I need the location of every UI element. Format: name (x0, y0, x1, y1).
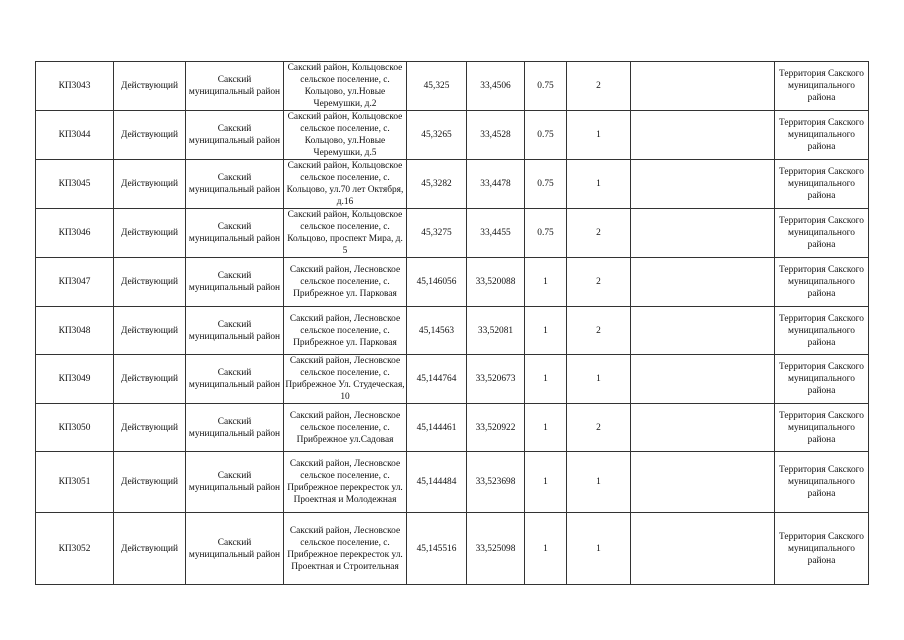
district-cell: Сакский муниципальный район (186, 258, 284, 307)
longitude-cell: 33,4455 (467, 209, 525, 258)
status-cell: Действующий (114, 307, 186, 355)
code-cell: КП3051 (36, 452, 114, 513)
extra-cell (631, 160, 775, 209)
registry-table (35, 61, 869, 585)
table-row (36, 160, 869, 209)
district-cell: Сакский муниципальный район (186, 404, 284, 452)
code-cell: КП3043 (36, 62, 114, 111)
address-cell: Сакский район, Лесновское сельское поселение, с. Прибрежное ул. Парковая (284, 258, 407, 307)
status-cell: Действующий (114, 160, 186, 209)
code-cell: КП3046 (36, 209, 114, 258)
territory-cell: Территория Сакского муниципального района (775, 452, 869, 513)
volume-cell: 1 (525, 513, 567, 585)
extra-cell (631, 513, 775, 585)
status-cell: Действующий (114, 513, 186, 585)
territory-cell: Территория Сакского муниципального района (775, 307, 869, 355)
territory-cell: Территория Сакского муниципального района (775, 258, 869, 307)
table-row (36, 111, 869, 160)
count-cell: 2 (567, 209, 631, 258)
volume-cell: 0.75 (525, 62, 567, 111)
code-cell: КП3048 (36, 307, 114, 355)
table-row (36, 258, 869, 307)
count-cell: 1 (567, 111, 631, 160)
address-cell: Сакский район, Кольцовское сельское поселение, с. Кольцово, ул.Новые Черемушки, д.2 (284, 62, 407, 111)
volume-cell: 1 (525, 307, 567, 355)
territory-cell: Территория Сакского муниципального района (775, 404, 869, 452)
latitude-cell: 45,325 (407, 62, 467, 111)
extra-cell (631, 111, 775, 160)
longitude-cell: 33,4528 (467, 111, 525, 160)
registry-table-body (36, 62, 869, 585)
count-cell: 1 (567, 452, 631, 513)
count-cell: 2 (567, 404, 631, 452)
district-cell: Сакский муниципальный район (186, 307, 284, 355)
table-row (36, 404, 869, 452)
code-cell: КП3052 (36, 513, 114, 585)
longitude-cell: 33,520922 (467, 404, 525, 452)
count-cell: 2 (567, 258, 631, 307)
code-cell: КП3050 (36, 404, 114, 452)
volume-cell: 1 (525, 355, 567, 404)
latitude-cell: 45,14563 (407, 307, 467, 355)
latitude-cell: 45,144484 (407, 452, 467, 513)
district-cell: Сакский муниципальный район (186, 452, 284, 513)
volume-cell: 1 (525, 258, 567, 307)
code-cell: КП3049 (36, 355, 114, 404)
territory-cell: Территория Сакского муниципального района (775, 209, 869, 258)
latitude-cell: 45,145516 (407, 513, 467, 585)
volume-cell: 0.75 (525, 209, 567, 258)
count-cell: 2 (567, 62, 631, 111)
extra-cell (631, 452, 775, 513)
volume-cell: 0.75 (525, 160, 567, 209)
status-cell: Действующий (114, 355, 186, 404)
table-row (36, 209, 869, 258)
status-cell: Действующий (114, 62, 186, 111)
territory-cell: Территория Сакского муниципального района (775, 355, 869, 404)
extra-cell (631, 404, 775, 452)
status-cell: Действующий (114, 209, 186, 258)
district-cell: Сакский муниципальный район (186, 355, 284, 404)
territory-cell: Территория Сакского муниципального района (775, 160, 869, 209)
count-cell: 1 (567, 513, 631, 585)
latitude-cell: 45,146056 (407, 258, 467, 307)
table-row (36, 513, 869, 585)
code-cell: КП3045 (36, 160, 114, 209)
extra-cell (631, 62, 775, 111)
district-cell: Сакский муниципальный район (186, 62, 284, 111)
latitude-cell: 45,3282 (407, 160, 467, 209)
district-cell: Сакский муниципальный район (186, 209, 284, 258)
extra-cell (631, 209, 775, 258)
address-cell: Сакский район, Лесновское сельское поселение, с. Прибрежное перекресток ул. Проектная и Молодежная (284, 452, 407, 513)
address-cell: Сакский район, Лесновское сельское поселение, с. Прибрежное ул. Парковая (284, 307, 407, 355)
territory-cell: Территория Сакского муниципального района (775, 111, 869, 160)
longitude-cell: 33,52081 (467, 307, 525, 355)
count-cell: 2 (567, 307, 631, 355)
extra-cell (631, 355, 775, 404)
latitude-cell: 45,144764 (407, 355, 467, 404)
volume-cell: 1 (525, 404, 567, 452)
table-row (36, 307, 869, 355)
address-cell: Сакский район, Кольцовское сельское поселение, с. Кольцово, ул.70 лет Октября, д.16 (284, 160, 407, 209)
territory-cell: Территория Сакского муниципального района (775, 513, 869, 585)
table-row (36, 355, 869, 404)
status-cell: Действующий (114, 452, 186, 513)
code-cell: КП3044 (36, 111, 114, 160)
address-cell: Сакский район, Кольцовское сельское поселение, с. Кольцово, ул.Новые Черемушки, д.5 (284, 111, 407, 160)
longitude-cell: 33,520673 (467, 355, 525, 404)
latitude-cell: 45,3275 (407, 209, 467, 258)
volume-cell: 0.75 (525, 111, 567, 160)
district-cell: Сакский муниципальный район (186, 513, 284, 585)
code-cell: КП3047 (36, 258, 114, 307)
status-cell: Действующий (114, 111, 186, 160)
volume-cell: 1 (525, 452, 567, 513)
longitude-cell: 33,4506 (467, 62, 525, 111)
count-cell: 1 (567, 355, 631, 404)
status-cell: Действующий (114, 404, 186, 452)
address-cell: Сакский район, Лесновское сельское поселение, с. Прибрежное перекресток ул. Проектная и Строительная (284, 513, 407, 585)
latitude-cell: 45,144461 (407, 404, 467, 452)
extra-cell (631, 307, 775, 355)
count-cell: 1 (567, 160, 631, 209)
address-cell: Сакский район, Кольцовское сельское поселение, с. Кольцово, проспект Мира, д. 5 (284, 209, 407, 258)
district-cell: Сакский муниципальный район (186, 160, 284, 209)
extra-cell (631, 258, 775, 307)
table-row (36, 452, 869, 513)
address-cell: Сакский район, Лесновское сельское поселение, с. Прибрежное ул.Садовая (284, 404, 407, 452)
status-cell: Действующий (114, 258, 186, 307)
longitude-cell: 33,520088 (467, 258, 525, 307)
table-row (36, 62, 869, 111)
longitude-cell: 33,4478 (467, 160, 525, 209)
longitude-cell: 33,523698 (467, 452, 525, 513)
longitude-cell: 33,525098 (467, 513, 525, 585)
latitude-cell: 45,3265 (407, 111, 467, 160)
address-cell: Сакский район, Лесновское сельское поселение, с. Прибрежное Ул. Студеческая, 10 (285, 356, 405, 402)
district-cell: Сакский муниципальный район (186, 111, 284, 160)
territory-cell: Территория Сакского муниципального района (775, 62, 869, 111)
